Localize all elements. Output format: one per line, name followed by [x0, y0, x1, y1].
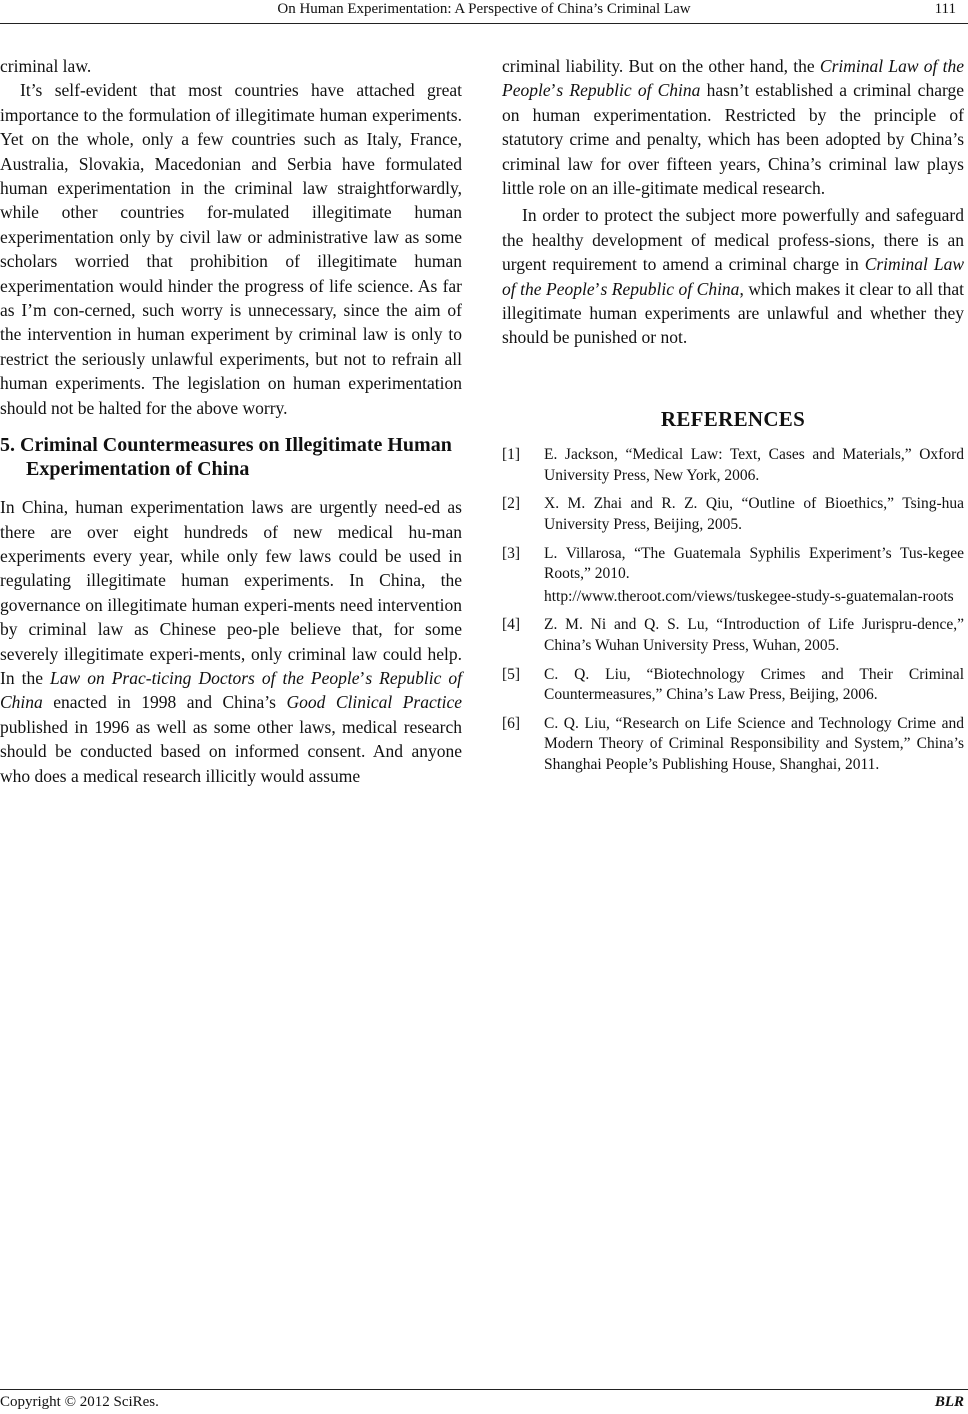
reference-number: [4] — [502, 616, 521, 634]
right-column — [502, 54, 964, 784]
section-heading: 5. Criminal Countermeasures on Illegitimate Human Experimentation of China — [0, 434, 452, 481]
reference-text: L. Villarosa, “The Guatemala Syphilis Experiment’s Tus-kegee Roots,” 2010. — [544, 544, 964, 583]
paragraph-self-evident: It’s self-evident that most countries have attached great importance to the formulation of illegitimate human experiments. Yet on the whole, only a few countries such as Italy, France, Australia, Slovakia, Macedonian and Serbia have formulated human experimentation in the criminal law straightforwardly, while other countries for-mulated illegitimate human experimentation only by civil law or administrative law as some scholars worried that prohibition of illegitimate human experimentation would hinder the progress of life science. As far as I’m con-cerned, such worry is unnecessary, since the aim of the intervention in human experiment by criminal law is only to restrict the seriously unlawful experiments, but not to refrain all human experiments. The legislation on human experimentation should not be halted for the above worry. — [0, 80, 462, 418]
reference-text: Z. M. Ni and Q. S. Lu, “Introduction of Life Jurispru-dence,” China’s Wuhan University Press, Wuhan, 2005. — [544, 616, 964, 655]
text-run: In order to protect the subject more powerfully and safeguard the healthy development of medical profess-sions, there is an urgent requirement to amend a criminal charge in — [502, 205, 964, 275]
italic-law-title: Law on Prac-ticing Doctors of the People — [50, 667, 360, 688]
reference-item — [502, 714, 964, 776]
left-column — [0, 54, 462, 788]
reference-item — [502, 445, 964, 486]
paragraph-protect-subject — [502, 203, 964, 349]
reference-number: [2] — [502, 495, 521, 513]
reference-item — [502, 544, 964, 608]
text-run: hasn’t established a criminal charge on human experimentation. Restricted by the principle of statutory crime and penalty, which has been adopted by China’s criminal law for over fifteen years, China’s criminal law plays little role on an ille-gitimate medical research. — [502, 80, 964, 199]
references-heading: REFERENCES — [660, 406, 806, 431]
italic-gcp-title: Good Clinical Practice — [286, 692, 462, 713]
text-run: enacted in 1998 and China’s — [42, 692, 287, 713]
copyright-notice: Copyright © 2012 SciRes. — [0, 1394, 159, 1410]
reference-url-link[interactable]: http://www.theroot.com/views/tuskegee-study-s-guatemalan-roots — [544, 587, 954, 605]
reference-item — [502, 665, 964, 706]
reference-text: E. Jackson, “Medical Law: Text, Cases and Materials,” Oxford University Press, New York, 2006. — [544, 446, 964, 484]
reference-text: X. M. Zhai and R. Z. Qiu, “Outline of Bioethics,” Tsing-hua University Press, Beijing, 2005. — [544, 495, 964, 534]
journal-abbreviation: BLR — [934, 1394, 964, 1410]
italic-law-title: Criminal Law of the People — [502, 254, 964, 299]
italic-law-title: s Republic of China — [600, 278, 740, 299]
paragraph-china-laws — [0, 495, 462, 788]
reference-item — [502, 615, 964, 656]
italic-law-title: s Republic of China — [556, 80, 701, 101]
reference-number: [1] — [502, 446, 521, 464]
text-run: , which makes it clear to all that illegitimate human experiments are unlawful and whether they should be punished or not. — [502, 278, 965, 348]
page-number: 111 — [934, 1, 956, 17]
reference-number: [5] — [502, 665, 521, 683]
reference-text: C. Q. Liu, “Research on Life Science and Technology Crime and Modern Theory of Criminal Responsibility and System,” China’s Shanghai People’s Publishing House, Shanghai, 2011. — [544, 714, 964, 773]
reference-text: C. Q. Liu, “Biotechnology Crimes and Their Criminal Countermeasures,” China’s Law Press, Beijing, 2006. — [544, 665, 964, 704]
text-run: criminal liability. But on the other hand, the — [502, 56, 820, 76]
text-run: published in 1996 as well as some other laws, medical research should be conducted based on informed consent. And anyone who does a medical research illicitly would assume — [0, 716, 462, 786]
page-footer — [0, 1390, 968, 1412]
reference-list — [502, 445, 964, 775]
reference-number: [6] — [502, 714, 521, 732]
reference-number: [3] — [502, 544, 521, 562]
text-run: ’ — [359, 667, 366, 688]
header-rule — [0, 23, 968, 24]
running-title: On Human Experimentation: A Perspective of China’s Criminal Law — [277, 1, 691, 17]
italic-law-title: s Republic of China — [0, 667, 462, 713]
text-run: ’ — [550, 80, 557, 101]
reference-item — [502, 494, 964, 535]
text-run: In China, human experimentation laws are urgently need-ed as there are over eight hundreds of new medical hu-man experiments every year, while only few laws could be used in regulating illegitimate human experiments. In China, the governance on illegitimate human experi-ments need intervention by criminal law as Chinese peo-ple believe that, for some severely illegitimate experi-ments, only criminal law could help. In the — [0, 497, 462, 688]
running-header — [0, 0, 968, 24]
italic-law-title: Criminal Law of the People — [502, 56, 964, 101]
paragraph-criminal-liability — [502, 54, 964, 200]
paragraph-continuation: criminal law. — [0, 56, 92, 76]
text-run: ’ — [594, 278, 601, 299]
